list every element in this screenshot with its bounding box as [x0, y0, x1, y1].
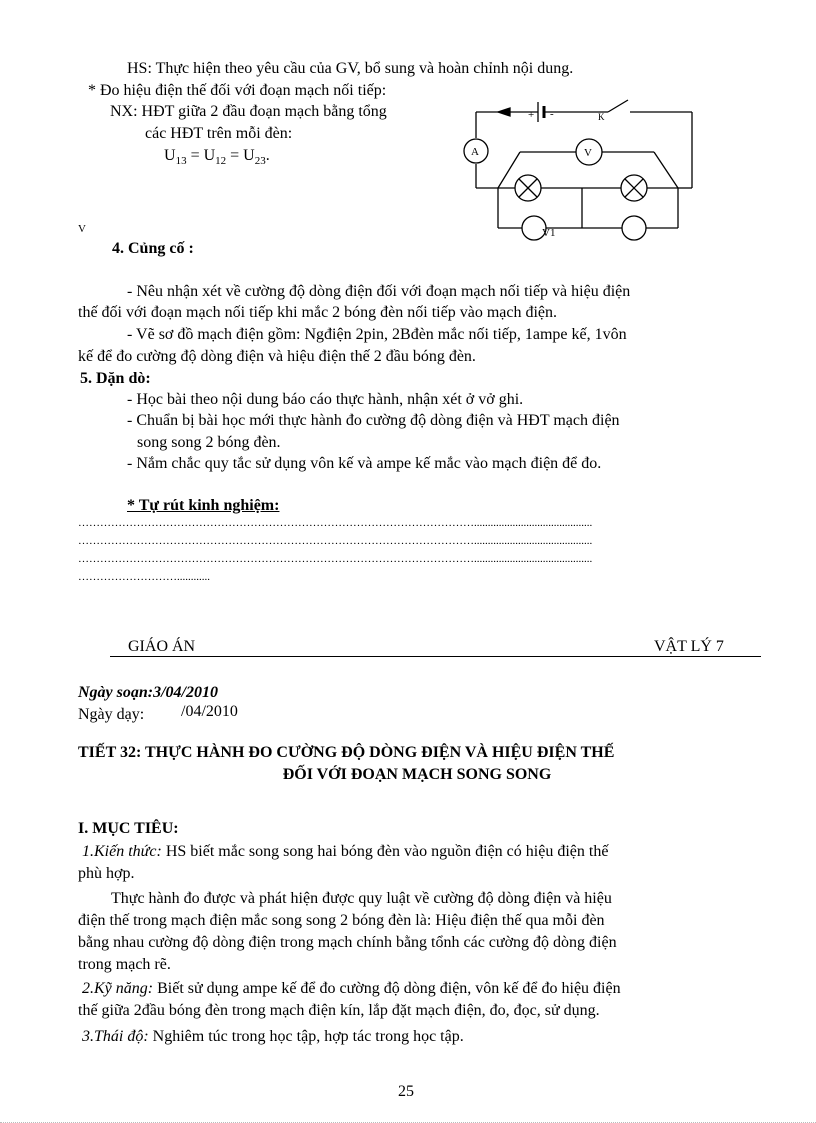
kien-thuc-line: 1.Kiến thức: HS biết mắc song song hai bóng đèn vào nguồn điện có hiệu điện thế	[82, 843, 609, 860]
dan-do-item1: - Học bài theo nội dung báo cáo thực hành, nhận xét ở vở ghi.	[127, 391, 524, 408]
header-right: VẬT LÝ 7	[654, 638, 724, 655]
dots-line-4: ………………………............	[78, 571, 210, 583]
thuc-hanh-line3: bằng nhau cường độ dòng điện trong mạch chính bằng tổnh các cường độ dòng điện	[78, 934, 617, 951]
thuc-hanh-line1: Thực hành đo được và phát hiện được quy luật về cường độ dòng điện và hiệu	[111, 890, 612, 907]
muc-tieu-heading: I. MỤC TIÊU:	[78, 820, 179, 837]
cung-co-p2-line1: - Vẽ sơ đồ mạch điện gồm: Ngđiện 2pin, 2Bđèn mắc nối tiếp, 1ampe kế, 1vôn	[127, 326, 627, 343]
cung-co-p1-line2: thế đối với đoạn mạch nối tiếp khi mắc 2 bóng đèn nối tiếp vào mạch điện.	[78, 304, 558, 321]
formula: $U_{13} = U_{12} = U_{23}$.	[164, 147, 270, 168]
ngay-soan: Ngày soạn:3/04/2010	[78, 684, 218, 701]
dan-do-item3: - Nắm chắc quy tắc sử dụng vôn kế và ampe kế mắc vào mạch điện để đo.	[127, 455, 602, 472]
ky-nang-line2: thế giữa 2đầu bóng đèn trong mạch điện kín, lắp đặt mạch điện, đo, đọc, sử dụng.	[78, 1002, 600, 1019]
cung-co-p2-line2: kế để đo cường độ dòng điện và hiệu điện thế 2 đầu bóng đèn.	[78, 348, 476, 365]
lesson-title-line1: TIẾT 32: THỰC HÀNH ĐO CƯỜNG ĐỘ DÒNG ĐIỆN VÀ HIỆU ĐIỆN THẾ	[78, 744, 615, 761]
dots-line-2: ………………………………………………………………………………………………...........................................	[78, 535, 593, 547]
nx-line-2: các HĐT trên mỗi đèn:	[145, 125, 293, 142]
cung-co-heading: 4. Củng cố :	[112, 240, 194, 257]
circuit-diagram	[458, 96, 698, 246]
svg-text:+: +	[528, 109, 535, 121]
rut-kinh-nghiem-heading: * Tự rút kinh nghiệm:	[127, 497, 280, 514]
cung-co-p1-line1: - Nêu nhận xét về cường độ dòng điện đối với đoạn mạch nối tiếp và hiệu điện	[127, 283, 631, 300]
thai-do-line: 3.Thái độ: Nghiêm túc trong học tập, hợp tác trong học tập.	[82, 1028, 464, 1045]
svg-text:K: K	[598, 112, 605, 122]
svg-text:V1: V1	[542, 227, 556, 239]
dan-do-heading: 5. Dặn dò:	[80, 370, 151, 387]
ngay-day-label: Ngày dạy:	[78, 706, 145, 723]
dots-line-3: ………………………………………………………………………………………………...........................................	[78, 553, 593, 565]
dan-do-item2-line1: - Chuẩn bị bài học mới thực hành đo cường độ dòng điện và HĐT mạch điện	[127, 412, 620, 429]
kien-thuc-line2: phù hợp.	[78, 865, 135, 882]
dan-do-item2-line2: song song 2 bóng đèn.	[137, 434, 281, 451]
measure-heading: * Đo hiệu điện thế đối với đoạn mạch nối tiếp:	[88, 82, 387, 99]
header-rule	[110, 656, 761, 657]
thuc-hanh-line4: trong mạch rẽ.	[78, 956, 171, 973]
nx-line-1: NX: HĐT giữa 2 đầu đoạn mạch bằng tổng	[110, 103, 387, 120]
hs-line: HS: Thực hiện theo yêu cầu của GV, bổ sung và hoàn chỉnh nội dung.	[127, 60, 574, 77]
ky-nang-line: 2.Kỹ năng: Biết sử dụng ampe kế để đo cường độ dòng điện, vôn kế để đo hiệu điện	[82, 980, 621, 997]
ngay-day-value: /04/2010	[181, 703, 238, 720]
page-number: 25	[398, 1083, 414, 1100]
svg-text:V: V	[584, 147, 592, 159]
header-left: GIÁO ÁN	[128, 638, 196, 655]
thuc-hanh-line2: điện thế trong mạch điện mắc song song 2 bóng đèn là: Hiệu điện thế qua mỗi đèn	[78, 912, 605, 929]
svg-text:A: A	[471, 146, 479, 158]
dots-line-1: ………………………………………………………………………………………………...........................................	[78, 517, 593, 529]
lesson-title-line2: ĐỐI VỚI ĐOẠN MẠCH SONG SONG	[282, 766, 552, 783]
stray-v: V	[78, 223, 86, 235]
svg-text:-: -	[550, 108, 554, 120]
